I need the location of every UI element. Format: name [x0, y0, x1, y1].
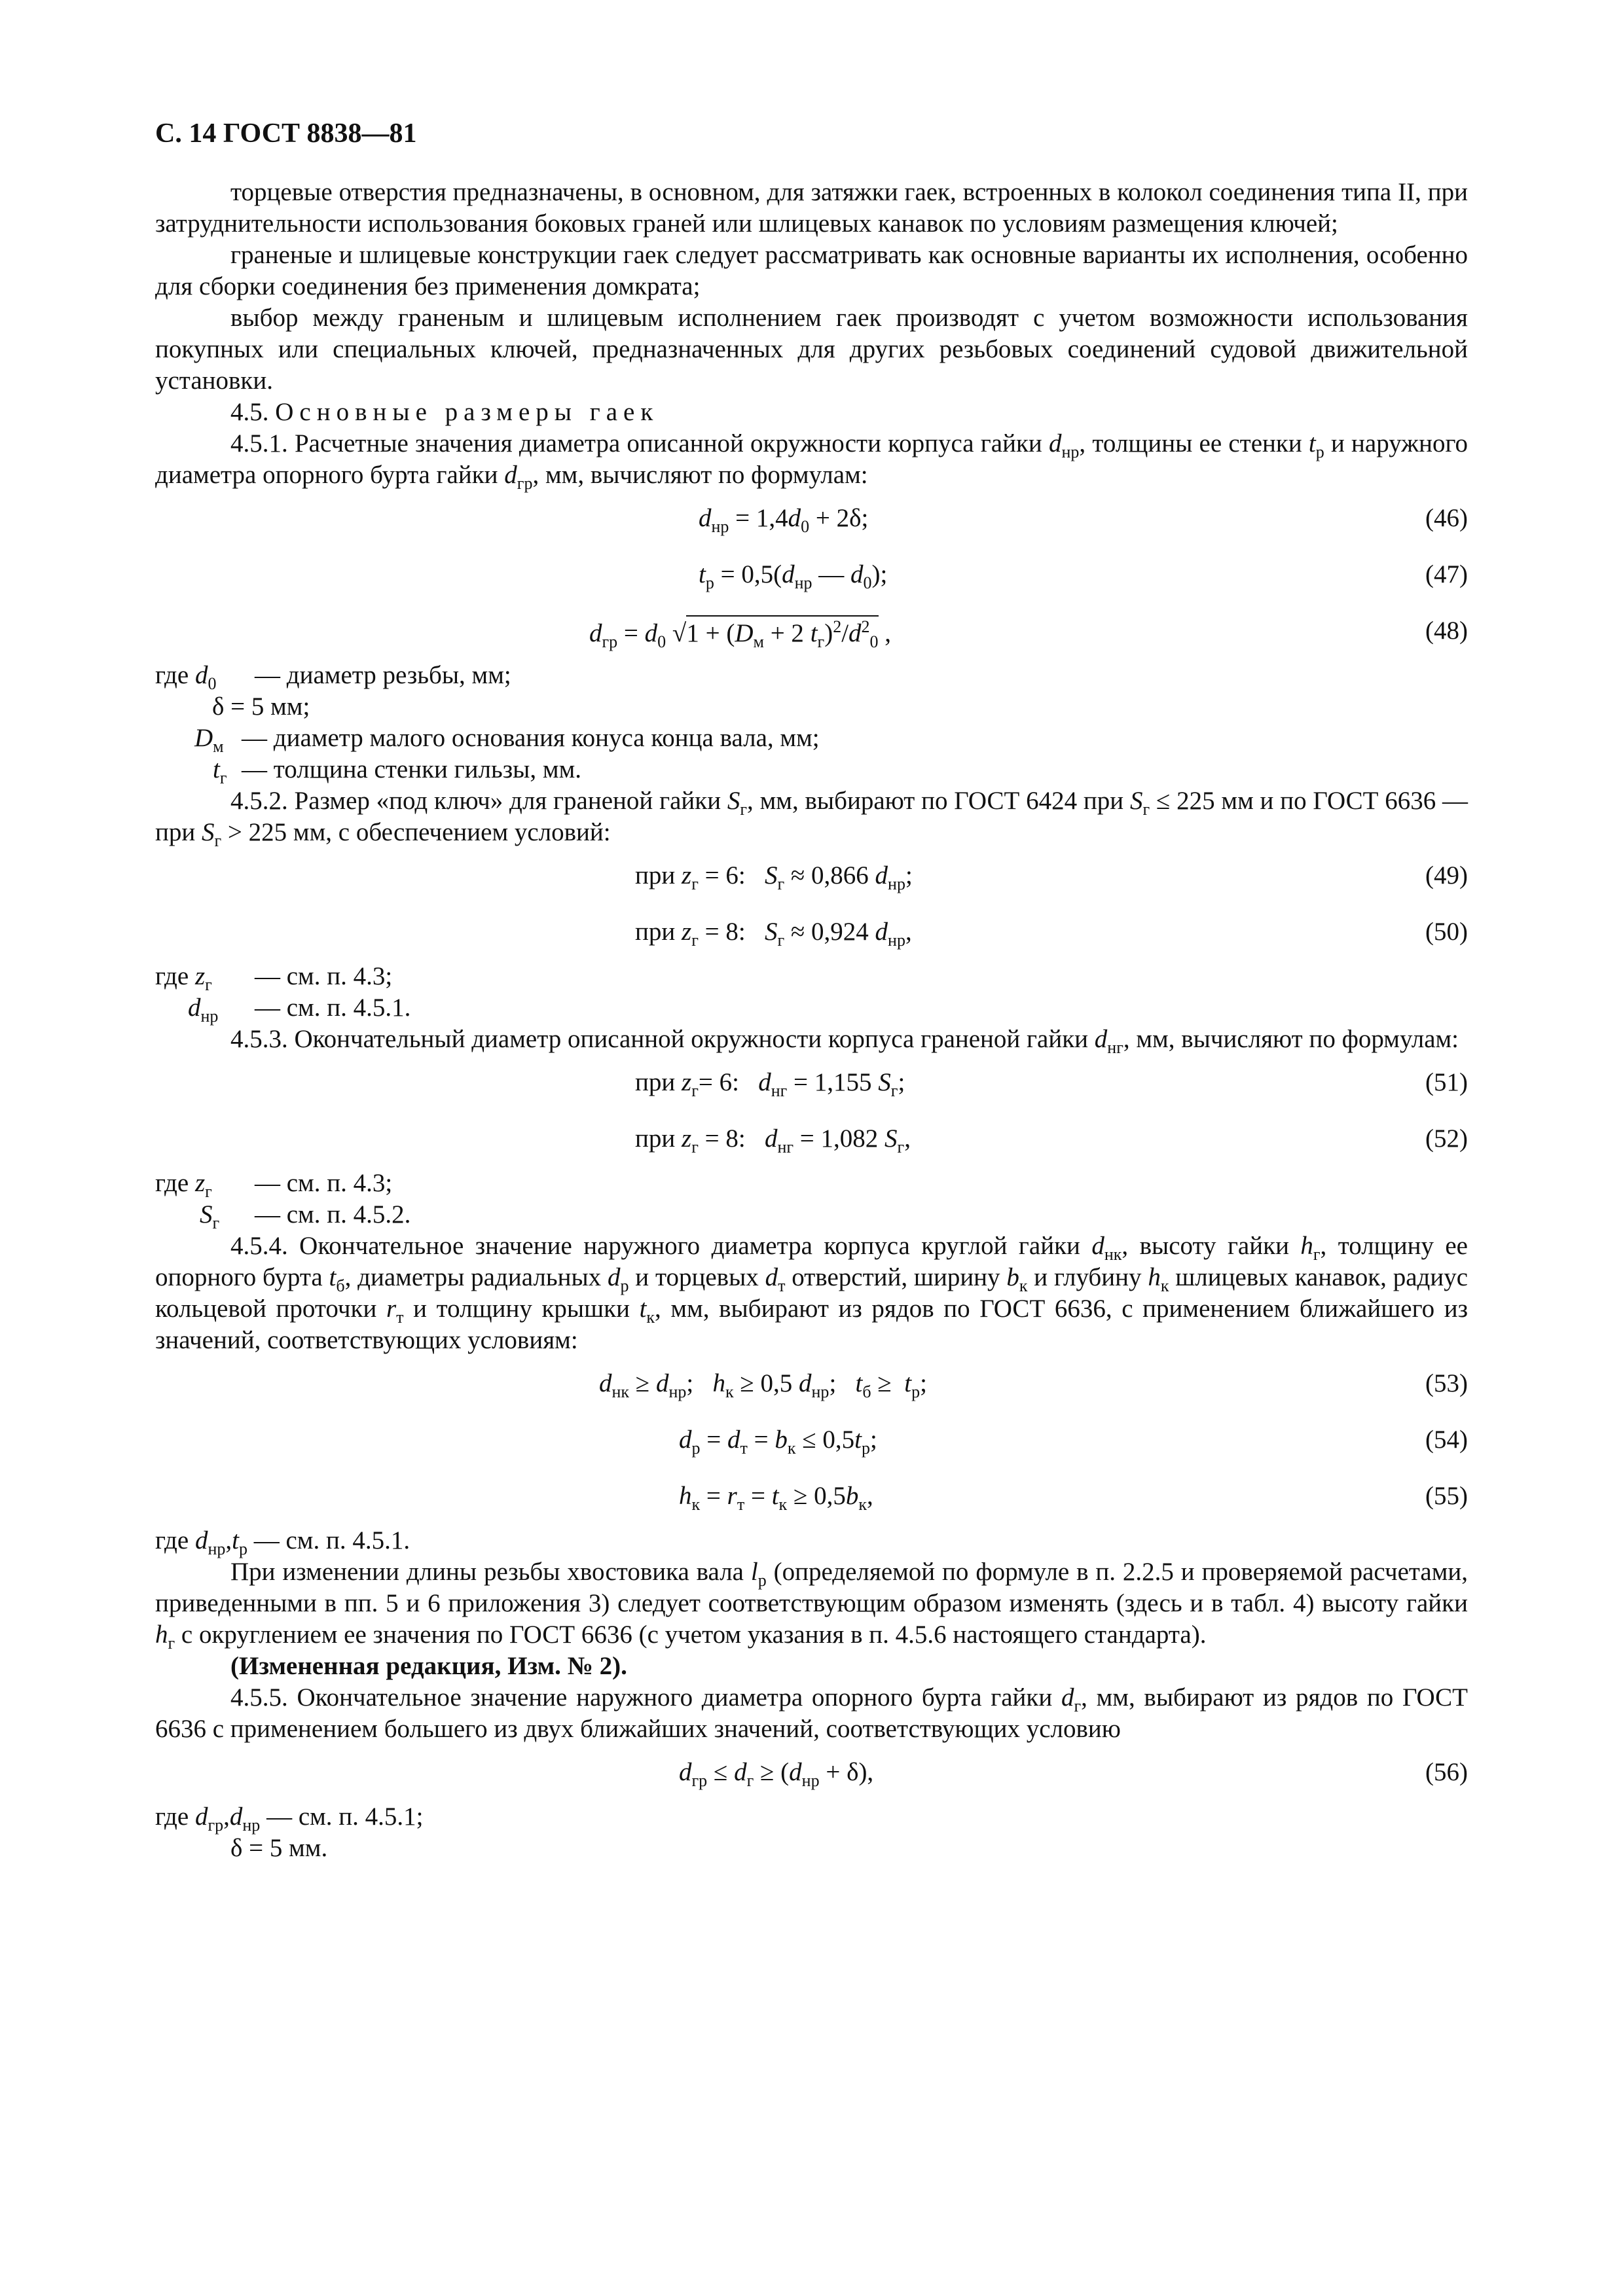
clause-4-5-5: 4.5.5. Окончательное значение наружного диаметра опорного бурта гайки $d_г$, мм, выбирают из рядов по ГОСТ 6636 с применением большего из двух ближайших значений, соответствующих условию	[155, 1683, 1468, 1743]
formula-56: $d_{гр} \le d_г \ge (d_{нр} + \delta)$, (56)	[679, 1758, 1468, 1790]
formula-47: $t_р = 0,5(d_{нр}$ — $d_0$); (47)	[699, 560, 1468, 592]
where-item: где $d_{гр},d_{нр}$ — см. п. 4.5.1;	[155, 1803, 424, 1835]
edition-note: (Измененная редакция, Изм. № 2).	[230, 1652, 627, 1680]
clause-4-5-3: 4.5.3. Окончательный диаметр описанной окружности корпуса граненой гайки $d_{нг}$, мм, вычисляют по формулам:	[230, 1025, 1459, 1057]
document-page	[155, 118, 1468, 1864]
formula-48: $d_{гр} = d_0$ $√1 + (D_м + 2$ $t_г)^2/d^2_0$ , (48)	[589, 617, 1468, 651]
formula-50: при $z_г = 8$: $S_г \approx 0,924$ $d_{нр}$, (50)	[635, 918, 1468, 950]
formula-46: $d_{нр} = 1,4d_0 + 2\delta$; (46)	[699, 504, 1468, 536]
where-item: $S_г$ — см. п. 4.5.2.	[200, 1200, 411, 1232]
section-heading-4-5: 4.5. Основные размеры гаек	[230, 398, 659, 426]
page-header: С. 14 ГОСТ 8838—81	[155, 118, 417, 149]
clause-4-5-4: 4.5.4. Окончательное значение наружного диаметра корпуса круглой гайки $d_{нк}$, высоту гайки $h_г$, толщину ее опорного бурта $t_б$, диаметры радиальных $d_р$ и торцевых $d_т$ отверстий, ширину $b_к$ и глубину $h_к$ шлицевых канавок, радиус кольцевой проточки $r_т$ и толщину крышки $t_к$, мм, выбирают из рядов по ГОСТ 6636, с применением ближайшего из значений, соответствующих условиям:	[155, 1232, 1468, 1354]
formula-53: $d_{нк} \ge d_{нр}$; $h_к \ge 0,5$ $d_{нр}$; $t_б \ge t_р$; (53)	[599, 1369, 1468, 1401]
paragraph-change-note: При изменении длины резьбы хвостовика вала $l_р$ (определяемой по формуле в п. 2.2.5 и проверяемой расчетами, приведенными в пп. 5 и 6 приложения 3) следует соответствующим образом изменять (здесь и в табл. 4) высоту гайки $h_г$ с округлением ее значения по ГОСТ 6636 (с учетом указания в п. 4.5.6 настоящего стандарта).	[155, 1558, 1468, 1653]
where-item: где $z_г$ — см. п. 4.3;	[155, 962, 393, 994]
formula-55: $h_к = r_т = t_к \ge 0,5b_к$, (55)	[679, 1482, 1468, 1514]
where-item: δ = 5 мм.	[230, 1834, 328, 1862]
where-item: δ = 5 мм;	[212, 692, 310, 721]
where-item: $D_м$ — диаметр малого основания конуса конца вала, мм;	[194, 724, 820, 756]
where-item: $t_г$ — толщина стенки гильзы, мм.	[213, 755, 581, 787]
formula-54: $d_р = d_т = b_к \le 0,5t_р$; (54)	[679, 1426, 1468, 1458]
clause-4-5-2: 4.5.2. Размер «под ключ» для граненой гайки $S_г$, мм, выбирают по ГОСТ 6424 при $S_г \le 225$ мм и по ГОСТ 6636 — при $S_г > 225$ мм, с обеспечением условий:	[155, 787, 1468, 850]
paragraph: выбор между граненым и шлицевым исполнением гаек производят с учетом возможности использования покупных или специальных ключей, предназначенных для других резьбовых соединений судовой движительной установки.	[155, 304, 1468, 395]
formula-51: при $z_г= 6$: $d_{нг} = 1,155$ $S_г$; (51)	[635, 1068, 1468, 1100]
clause-4-5-1: 4.5.1. Расчетные значения диаметра описанной окружности корпуса гайки $d_{нр}$, толщины ее стенки $t_р$ и наружного диаметра опорного бурта гайки $d_{гр}$, мм, вычисляют по формулам:	[155, 429, 1468, 493]
paragraph: торцевые отверстия предназначены, в основном, для затяжки гаек, встроенных в колокол соединения типа II, при затруднительности использования боковых граней или шлицевых канавок по условиям размещения ключей;	[155, 178, 1468, 238]
where-item: где $d_{нр},t_р$ — см. п. 4.5.1.	[155, 1526, 410, 1558]
where-item: где $z_г$ — см. п. 4.3;	[155, 1169, 393, 1201]
where-item: $d_{нр}$ — см. п. 4.5.1.	[188, 994, 411, 1026]
paragraph: граненые и шлицевые конструкции гаек следует рассматривать как основные варианты их исполнения, особенно для сборки соединения без применения домкрата;	[155, 241, 1468, 300]
where-item: где $d_0$ — диаметр резьбы, мм;	[155, 661, 511, 693]
formula-52: при $z_г = 8$: $d_{нг} = 1,082$ $S_г$, (52)	[635, 1124, 1468, 1157]
formula-49: при $z_г = 6$: $S_г \approx 0,866$ $d_{нр}$; (49)	[635, 861, 1468, 893]
